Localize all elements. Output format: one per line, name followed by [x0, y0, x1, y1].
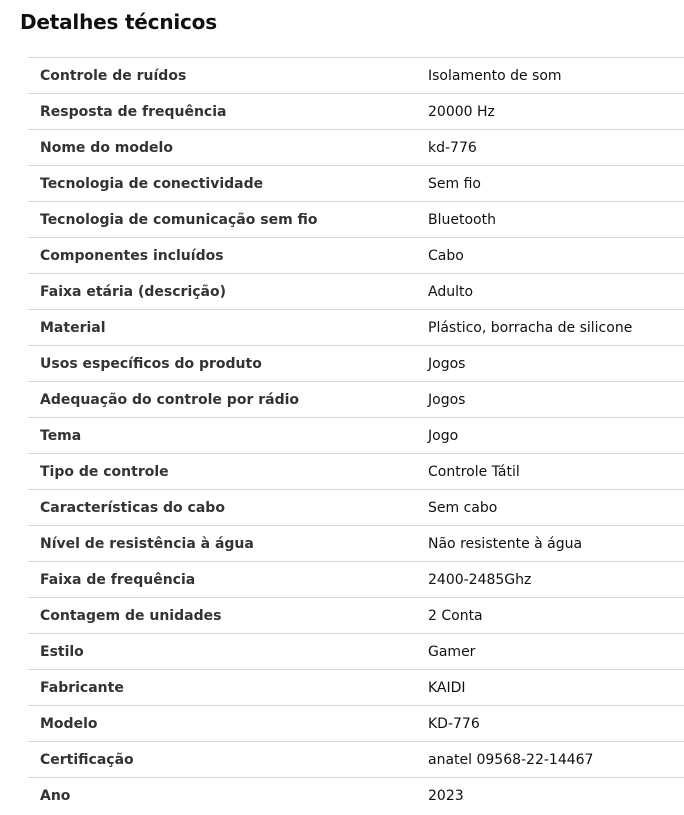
spec-value: Não resistente à água — [428, 526, 684, 562]
spec-label: Fabricante — [28, 670, 428, 706]
spec-value: Jogos — [428, 346, 684, 382]
spec-value: 2400-2485Ghz — [428, 562, 684, 598]
spec-label: Componentes incluídos — [28, 238, 428, 274]
spec-label: Faixa etária (descrição) — [28, 274, 428, 310]
spec-label: Tipo de controle — [28, 454, 428, 490]
spec-label: Tecnologia de comunicação sem fio — [28, 202, 428, 238]
spec-value: 2 Conta — [428, 598, 684, 634]
spec-label: Certificação — [28, 742, 428, 778]
spec-value: anatel 09568-22-14467 — [428, 742, 684, 778]
spec-value: Jogos — [428, 382, 684, 418]
spec-value: Bluetooth — [428, 202, 684, 238]
spec-row-noise-control — [28, 58, 684, 94]
spec-label: Nome do modelo — [28, 130, 428, 166]
spec-label: Contagem de unidades — [28, 598, 428, 634]
spec-label: Faixa de frequência — [28, 562, 428, 598]
spec-value: Cabo — [428, 238, 684, 274]
spec-label: Características do cabo — [28, 490, 428, 526]
spec-row-model — [28, 706, 684, 742]
spec-label: Adequação do controle por rádio — [28, 382, 428, 418]
spec-value: KAIDI — [428, 670, 684, 706]
spec-label: Ano — [40, 787, 71, 804]
spec-value: Adulto — [428, 274, 684, 310]
spec-row-age-range — [28, 274, 684, 310]
spec-label: Tecnologia de conectividade — [28, 166, 428, 202]
spec-value: Jogo — [428, 418, 684, 454]
spec-row-control-type — [28, 454, 684, 490]
spec-label: Usos específicos do produto — [28, 346, 428, 382]
spec-label: Estilo — [28, 634, 428, 670]
spec-label: Controle de ruídos — [28, 58, 428, 94]
spec-row-year — [28, 778, 684, 814]
spec-row-water-resistance — [28, 526, 684, 562]
spec-row-model-name — [28, 130, 684, 166]
spec-row-cable-features — [28, 490, 684, 526]
spec-row-unit-count — [28, 598, 684, 634]
spec-label: Resposta de frequência — [28, 94, 428, 130]
spec-value: KD-776 — [428, 706, 684, 742]
spec-label: Modelo — [28, 706, 428, 742]
spec-label: Nível de resistência à água — [28, 526, 428, 562]
spec-row-connectivity — [28, 166, 684, 202]
spec-value: Sem fio — [428, 166, 684, 202]
spec-label: Material — [28, 310, 428, 346]
spec-row-style — [28, 634, 684, 670]
spec-value: Controle Tátil — [428, 454, 684, 490]
spec-value: 20000 Hz — [428, 94, 684, 130]
spec-value: Plástico, borracha de silicone — [428, 310, 684, 346]
spec-value: Gamer — [428, 634, 684, 670]
spec-row-certification — [28, 742, 684, 778]
technical-details-body — [28, 58, 684, 814]
spec-label: Tema — [28, 418, 428, 454]
spec-value: Sem cabo — [428, 490, 684, 526]
spec-row-frequency-response — [28, 94, 684, 130]
spec-row-included-components — [28, 238, 684, 274]
spec-value: Isolamento de som — [428, 58, 684, 94]
spec-row-manufacturer — [28, 670, 684, 706]
spec-row-wireless-technology — [28, 202, 684, 238]
spec-row-theme — [28, 418, 684, 454]
section-title: Detalhes técnicos — [20, 10, 217, 34]
spec-row-specific-uses — [28, 346, 684, 382]
spec-row-radio-control-suitability — [28, 382, 684, 418]
spec-value: 2023 — [428, 787, 464, 804]
spec-row-material — [28, 310, 684, 346]
spec-row-frequency-range — [28, 562, 684, 598]
technical-details-table — [28, 57, 684, 814]
spec-value: kd-776 — [428, 130, 684, 166]
